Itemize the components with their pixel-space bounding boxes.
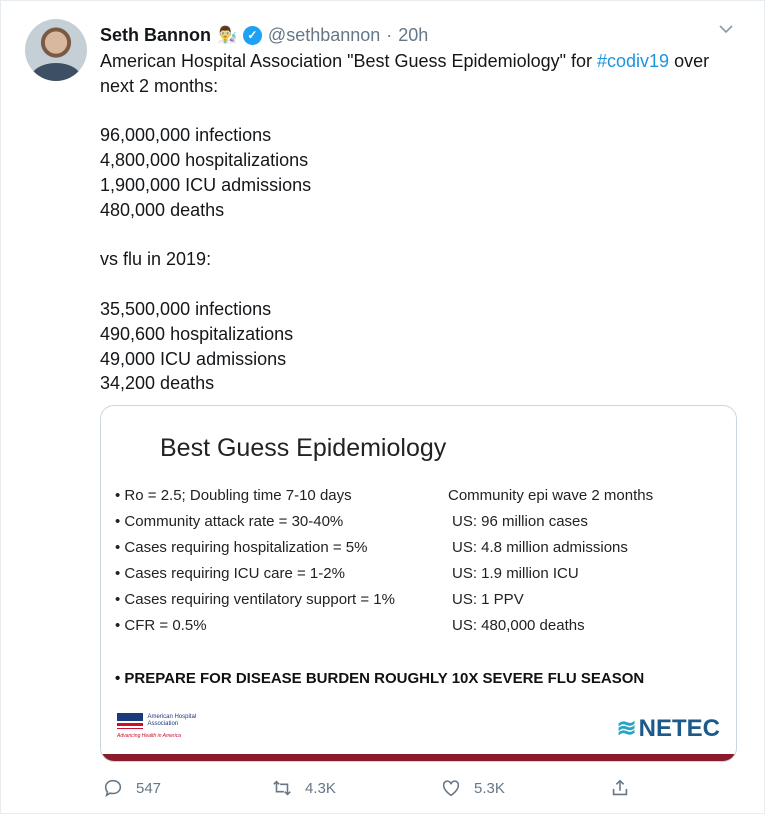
like-count: 5.3K: [474, 779, 505, 797]
like-button[interactable]: [440, 777, 505, 799]
tweet-time[interactable]: 20h: [398, 24, 429, 45]
slide-bullet: • Community attack rate = 30-40%: [115, 513, 344, 530]
covid-stat: 4,800,000 hospitalizations: [100, 150, 309, 171]
author-name[interactable]: Seth Bannon: [100, 24, 211, 45]
netec-name: NETEC: [638, 715, 720, 742]
aha-flag-icon: [117, 713, 143, 729]
slide-stripe: [101, 754, 736, 761]
like-icon: [440, 777, 462, 799]
slide-us-item: US: 480,000 deaths: [452, 617, 585, 634]
avatar[interactable]: [25, 19, 87, 81]
hashtag-link[interactable]: #codiv19: [597, 51, 670, 71]
flu-stat: 35,500,000 infections: [100, 298, 272, 319]
covid-stat: 1,900,000 ICU admissions: [100, 174, 312, 195]
share-button[interactable]: [609, 777, 643, 799]
slide-title: Best Guess Epidemiology: [160, 434, 447, 462]
action-bar: [1, 777, 765, 801]
verified-icon: ✓: [243, 26, 262, 45]
caret-down-icon[interactable]: [718, 21, 734, 42]
attached-image[interactable]: [100, 405, 737, 762]
slide-bullets: [115, 486, 395, 642]
flu-stat: 34,200 deaths: [100, 373, 215, 394]
slide-bullet: • Cases requiring ventilatory support = 1%: [115, 591, 395, 608]
reply-icon: [102, 777, 124, 799]
retweet-button[interactable]: [271, 777, 336, 799]
covid-stat: 480,000 deaths: [100, 199, 225, 220]
slide-us-item: US: 4.8 million admissions: [452, 539, 628, 556]
covid-stat: 96,000,000 infections: [100, 125, 272, 146]
aha-logo: [117, 712, 217, 739]
tweet-header: [100, 23, 428, 47]
reply-count: 547: [136, 779, 162, 797]
tweet-text: [100, 49, 740, 396]
reply-button[interactable]: [102, 777, 161, 799]
separator-dot: ·: [386, 24, 393, 45]
slide-bullet: • Cases requiring hospitalization = 5%: [115, 539, 368, 556]
share-icon: [609, 777, 631, 799]
flu-stat: 49,000 ICU admissions: [100, 348, 287, 369]
scientist-emoji: 👨‍🔬: [217, 27, 237, 44]
intro-text-end: over next 2 months:: [100, 51, 710, 96]
slide-bullet: • CFR = 0.5%: [115, 617, 207, 634]
slide-us-column: [448, 486, 653, 642]
slide-prepare-note: • PREPARE FOR DISEASE BURDEN ROUGHLY 10X SEVERE FLU SEASON: [115, 670, 645, 687]
netec-mark-icon: ≋: [616, 715, 637, 742]
retweet-count: 4.3K: [305, 779, 336, 797]
intro-text: American Hospital Association "Best Guess Epidemiology" for: [100, 51, 598, 71]
slide-us-item: US: 96 million cases: [452, 513, 588, 530]
flu-stat: 490,600 hospitalizations: [100, 323, 294, 344]
slide-us-item: US: 1.9 million ICU: [452, 565, 579, 582]
slide-us-item: Community epi wave 2 months: [448, 487, 654, 504]
slide-bullet: • Ro = 2.5; Doubling time 7-10 days: [115, 487, 352, 504]
slide-us-item: US: 1 PPV: [452, 591, 524, 608]
retweet-icon: [271, 777, 293, 799]
slide-bullet: • Cases requiring ICU care = 1-2%: [115, 565, 345, 582]
aha-tagline: Advancing Health in America: [117, 733, 182, 739]
netec-logo: [617, 714, 720, 743]
aha-name: American Hospital Association: [147, 713, 197, 727]
vs-label: vs flu in 2019:: [100, 249, 212, 270]
author-handle[interactable]: @sethbannon: [267, 24, 381, 45]
